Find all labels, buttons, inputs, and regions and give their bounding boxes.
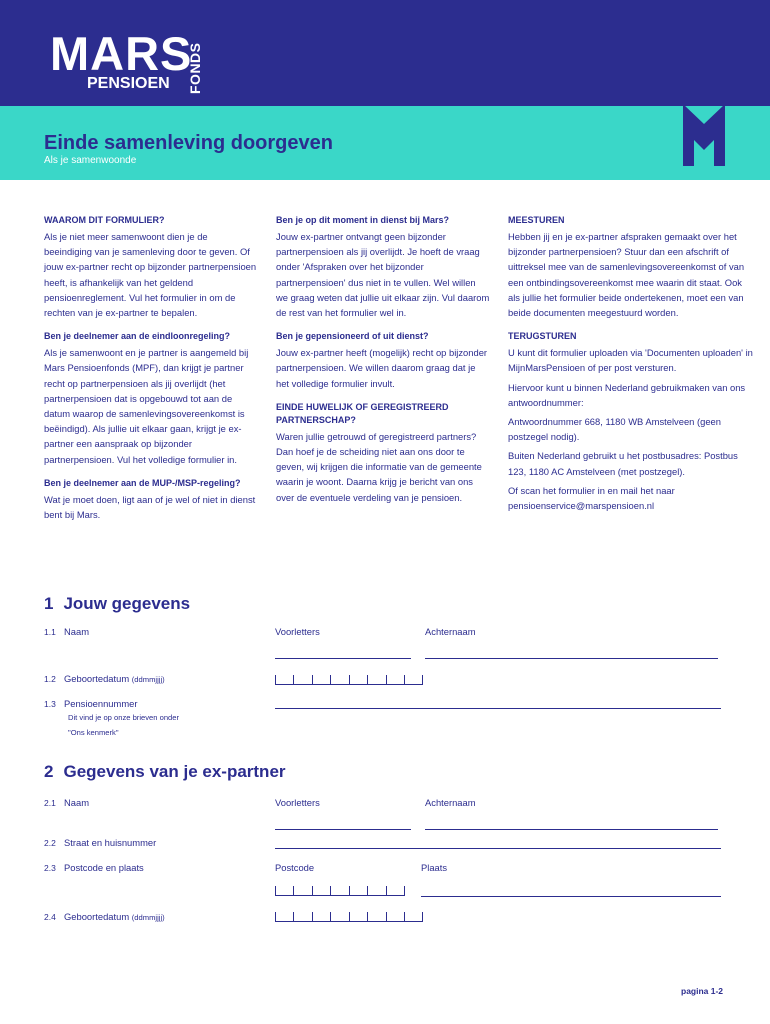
eindloon-heading: Ben je deelnemer aan de eindloonregeling? — [44, 331, 231, 342]
return-heading: TERUGSTUREN — [508, 331, 577, 342]
section-2-number: 2 — [44, 762, 54, 781]
return-text-email: Of scan het formulier in en mail het naar pensioenservice@marspensioen.nl — [508, 484, 675, 512]
retired-heading: Ben je gepensioneerd of uit dienst? — [276, 331, 429, 342]
field-1-2-number: 1.2 — [44, 674, 56, 684]
section-2-title-text: Gegevens van je ex-partner — [63, 762, 286, 781]
why-form-heading: WAAROM DIT FORMULIER? — [44, 215, 165, 225]
eindloon-text: Als je samenwoont en je partner is aangemeld bij Mars Pensioenfonds (MPF), dan krijgt je partner recht op partnerpensioen als jij overlijdt (het partnerpensioen dat is opgebouwd tot aan de datum waarop de samenlevingsovereenkomst is beëindigd). Als jullie uit elkaar gaan, krijgt je ex-partner een aanspraak op bijzonder partnerpensioen. Vul het volledige formulier in. — [44, 347, 249, 465]
enclose-text: Hebben jij en je ex-partner afspraken gemaakt over het bijzonder partnerpensioen? Stuur dan een afschrift of uittreksel mee van de samenlevingsovereenkomst of van een ontbindingsovereenkomst mee waarin dit staat. Ook als jullie het formulier beide ondertekenen, moet een van beide documenten meegestuurd worden. — [508, 231, 745, 319]
intro-column-2 — [276, 214, 490, 515]
field-1-3-label — [44, 698, 137, 709]
field-2-2-label-text: Straat en huisnummer — [64, 837, 157, 848]
logo-fonds-text: FONDS — [187, 42, 203, 94]
postcode-label: Postcode — [275, 862, 315, 873]
header-bar — [0, 0, 770, 106]
return-text-address-nl: Antwoordnummer 668, 1180 WB Amstelveen (geen postzegel nodig). — [508, 416, 721, 443]
expartner-voorletters-input[interactable] — [275, 829, 411, 830]
achternaam-label: Achternaam — [425, 626, 476, 637]
pensioennummer-input[interactable] — [275, 708, 721, 709]
field-2-2-label — [44, 837, 156, 848]
field-2-4-label — [44, 911, 165, 922]
section-2-title — [44, 762, 286, 782]
page-subtitle: Als je samenwoonde — [44, 155, 137, 166]
expartner-voorletters-label: Voorletters — [275, 797, 320, 808]
voorletters-label: Voorletters — [275, 626, 320, 637]
field-1-3-number: 1.3 — [44, 699, 56, 709]
field-1-1-label-text: Naam — [64, 626, 90, 637]
section-1-title-text: Jouw gegevens — [63, 594, 191, 613]
why-form-text: Als je niet meer samenwoont dien je de beeindiging van je samenleving door te geven. Of jouw ex-partner recht op bijzonder partnerpensioen heeft, is afhankelijk van het geldend pensioenreglement. Vul het formulier in om de rechten van je ex-partner te bepalen. — [44, 231, 257, 319]
mars-m-icon — [683, 104, 725, 166]
field-1-3-label-text: Pensioennummer — [64, 698, 138, 709]
enclose-heading: MEESTUREN — [508, 215, 565, 225]
section-1-number: 1 — [44, 594, 54, 613]
field-2-3-label-text: Postcode en plaats — [64, 862, 144, 873]
street-input[interactable] — [275, 848, 721, 849]
field-2-3-number: 2.3 — [44, 863, 56, 873]
field-2-1-label — [44, 797, 89, 808]
page-title: Einde samenleving doorgeven — [44, 132, 333, 154]
return-text-address-abroad: Buiten Nederland gebruikt u het postbusadres: Postbus 123, 1180 AC Amstelveen (met postzegel). — [508, 450, 738, 477]
field-2-1-label-text: Naam — [64, 797, 90, 808]
field-1-1-number: 1.1 — [44, 627, 56, 637]
in-service-text: Jouw ex-partner ontvangt geen bijzonder partnerpensioen als jij overlijdt. Je hoeft de vraag onder 'Afspraken over het bijzonder partnerpensioen' dus niet in te vullen. Wel willen we graag weten dat jullie uit elkaar zijn. Vul daarom de rest van het formulier wel in. — [276, 231, 490, 319]
plaats-label: Plaats — [421, 862, 448, 873]
retired-text: Jouw ex-partner heeft (mogelijk) recht op bijzonder partnerpensioen. We willen daarom graag dat je het volledige formulier invult. — [276, 347, 488, 389]
birthdate-input[interactable] — [275, 671, 423, 685]
achternaam-input[interactable] — [425, 658, 718, 659]
field-2-4-label-text: Geboortedatum — [64, 911, 130, 922]
marriage-end-text: Waren jullie getrouwd of geregistreerd partners? Dan hoef je de scheiding niet aan ons door te geven, wij krijgen die informatie van de gemeente waarin je woont. Daarna krijg je bericht van ons over de eventuele verdeling van je pensioen. — [276, 430, 482, 503]
field-2-3-label — [44, 862, 144, 873]
return-text-upload: U kunt dit formulier uploaden via 'Documenten uploaden' in MijnMarsPensioen of per post versturen. — [508, 347, 753, 374]
date-format-hint: (ddmmjjjj) — [131, 675, 165, 684]
pensioennummer-hint — [68, 710, 179, 740]
pensioennummer-hint-line-1: Dit vind je op onze brieven onder — [68, 713, 180, 722]
intro-column-1 — [44, 214, 258, 532]
expartner-achternaam-label: Achternaam — [425, 797, 476, 808]
intro-column-3 — [508, 214, 754, 523]
logo-mars-text: MARS — [50, 27, 193, 80]
postcode-input[interactable] — [275, 882, 405, 896]
expartner-achternaam-input[interactable] — [425, 829, 718, 830]
return-text-answer: Hiervoor kunt u binnen Nederland gebruikmaken van ons antwoordnummer: — [508, 381, 746, 408]
date-format-hint-2: (ddmmjjjj) — [131, 913, 165, 922]
field-2-4-number: 2.4 — [44, 912, 56, 922]
section-1-title — [44, 594, 190, 614]
pensioennummer-hint-line-2: "Ons kenmerk" — [68, 728, 119, 737]
in-service-heading: Ben je op dit moment in dienst bij Mars? — [276, 215, 450, 225]
field-1-1-label — [44, 626, 89, 637]
expartner-birthdate-input[interactable] — [275, 908, 423, 922]
marriage-end-heading: EINDE HUWELIJK OF GEREGISTREERD PARTNERSCHAP? — [276, 401, 449, 425]
field-1-2-label — [44, 673, 165, 684]
mup-msp-heading: Ben je deelnemer aan de MUP-/MSP-regeling? — [44, 477, 241, 488]
plaats-input[interactable] — [421, 896, 721, 897]
field-2-1-number: 2.1 — [44, 798, 56, 808]
logo-pensioen-text: PENSIOEN — [87, 75, 170, 92]
voorletters-input[interactable] — [275, 658, 411, 659]
page-number: pagina 1-2 — [681, 986, 724, 996]
mup-msp-text: Wat je moet doen, ligt aan of je wel of niet in dienst bent bij Mars. — [44, 493, 256, 521]
field-1-2-label-text: Geboortedatum — [64, 673, 130, 684]
field-2-2-number: 2.2 — [44, 838, 56, 848]
